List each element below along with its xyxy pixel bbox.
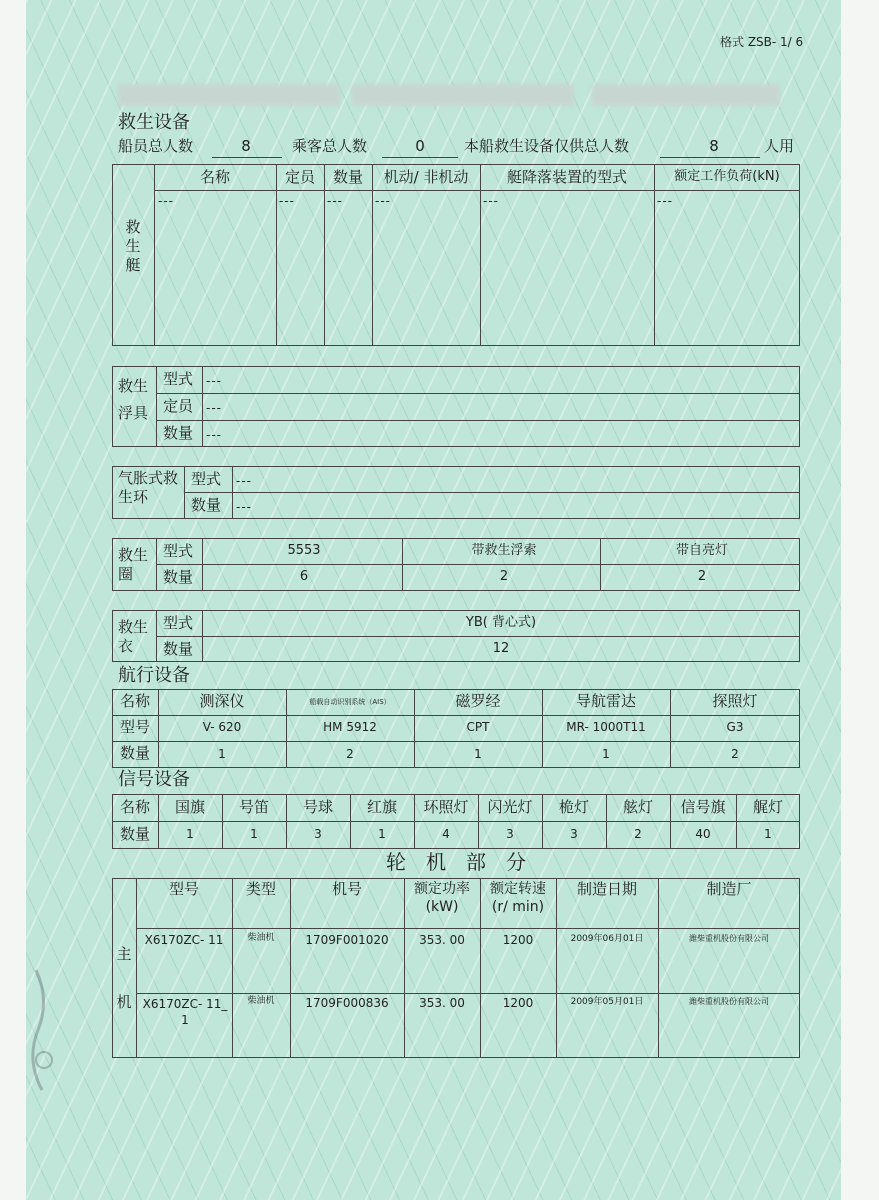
engine-1-maker: 潍柴重机股份有限公司: [689, 934, 769, 943]
lifeboat-value-load: ---: [657, 194, 673, 208]
nav-model-1: V- 620: [202, 720, 242, 734]
passenger-label: 乘客总人数: [292, 137, 368, 155]
nav-name-4: 导航雷达: [575, 692, 637, 710]
nav-label-name: 名称: [120, 692, 151, 710]
signal-qty-9: 40: [695, 827, 711, 841]
signal-title: 信号设备: [118, 769, 190, 790]
engine-row-label: 主机: [116, 945, 132, 1011]
inflatable-key-type: 型式: [191, 470, 222, 488]
lifeboat-header-capacity: 定员: [284, 168, 316, 186]
buoyant-label: 救生浮具: [118, 377, 149, 422]
nav-name-2: 船载自动识别系统（AIS）: [309, 698, 391, 706]
engine-2-speed: 1200: [502, 996, 534, 1010]
inflatable-ring-label: 气胀式救生环: [118, 469, 179, 506]
engine-header-type: 类型: [245, 880, 277, 898]
lifeboat-header-motor: 机动/ 非机动: [383, 168, 469, 186]
lifejacket-key-type: 型式: [163, 614, 194, 632]
signal-qty-6: 3: [506, 827, 514, 841]
lifeboat-value-name: ---: [158, 194, 174, 208]
nav-qty-2: 2: [346, 747, 354, 761]
engine-1-number: 1709F001020: [305, 933, 389, 947]
nav-label-qty: 数量: [120, 744, 151, 762]
nav-model-3: CPT: [466, 720, 490, 734]
signal-qty-1: 1: [186, 827, 194, 841]
lifesaving-title: 救生设备: [118, 112, 190, 133]
lifeboat-value-qty: ---: [327, 194, 343, 208]
signal-label-name: 名称: [120, 798, 151, 816]
signal-name-4: 红旗: [366, 798, 398, 816]
lifebuoy-type-2: 带救生浮索: [471, 543, 537, 558]
signal-qty-4: 1: [378, 827, 386, 841]
nav-qty-5: 2: [731, 747, 739, 761]
signal-name-7: 桅灯: [558, 798, 590, 816]
engine-2-type: 柴油机: [247, 996, 275, 1006]
crew-value: 8: [241, 137, 251, 155]
engine-header-model: 型号: [168, 880, 200, 898]
crew-label: 船员总人数: [118, 137, 194, 155]
engine-1-power: 353. 00: [419, 933, 465, 947]
nav-qty-4: 1: [602, 747, 610, 761]
engine-header-maker: 制造厂: [706, 880, 752, 898]
lifebuoy-qty-3: 2: [697, 569, 707, 584]
lifeboat-value-motor: ---: [375, 194, 391, 208]
redacted-ship-name: [118, 84, 340, 106]
buoyant-key-type: 型式: [163, 370, 194, 388]
signal-name-2: 号笛: [238, 798, 270, 816]
lifeboat-value-davit: ---: [483, 194, 499, 208]
lifejacket-type-value: YB( 背心式): [465, 615, 537, 630]
lifeboat-header-name: 名称: [199, 168, 231, 186]
lifeboat-header-davit: 艇降落装置的型式: [506, 168, 628, 186]
engine-header-number: 机号: [331, 880, 363, 898]
engine-2-power: 353. 00: [419, 996, 465, 1010]
buoyant-value-qty: ---: [206, 428, 222, 442]
nav-label-model: 型号: [120, 718, 151, 736]
signal-name-5: 环照灯: [423, 798, 469, 816]
lifejacket-key-qty: 数量: [163, 640, 194, 658]
lifeboat-header-qty: 数量: [332, 168, 364, 186]
buoyant-value-type: ---: [206, 374, 222, 388]
signal-qty-10: 1: [764, 827, 772, 841]
lifebuoy-label: 救生圈: [118, 546, 149, 583]
supply-value: 8: [709, 137, 719, 155]
lifeboat-row-label: 救生艇: [125, 218, 141, 274]
lifejacket-label: 救生衣: [118, 618, 149, 655]
nav-model-2: HM 5912: [323, 720, 377, 734]
engine-2-date: 2009年05月01日: [570, 997, 644, 1007]
lifebuoy-type-1: 5553: [287, 543, 321, 558]
nav-name-1: 测深仪: [199, 692, 245, 710]
nav-qty-3: 1: [474, 747, 482, 761]
signal-name-6: 闪光灯: [487, 798, 533, 816]
inflatable-value-type: ---: [236, 474, 252, 488]
signal-qty-7: 3: [570, 827, 578, 841]
engine-header-power: 额定功率 (kW): [414, 881, 470, 915]
inflatable-value-qty: ---: [236, 500, 252, 514]
signal-label-qty: 数量: [120, 825, 151, 843]
buoyant-key-qty: 数量: [163, 424, 194, 442]
buoyant-value-capacity: ---: [206, 401, 222, 415]
engine-2-model: X6170ZC- 11_1: [142, 997, 228, 1027]
signal-qty-2: 1: [250, 827, 258, 841]
lifebuoy-qty-2: 2: [499, 569, 509, 584]
engine-title: 轮 机 部 分: [386, 850, 526, 874]
engine-1-type: 柴油机: [247, 933, 275, 943]
supply-unit: 人用: [764, 137, 795, 155]
signal-qty-3: 3: [314, 827, 322, 841]
stamp-mark: [26, 960, 60, 1110]
engine-header-date: 制造日期: [576, 880, 638, 898]
signal-qty-8: 2: [634, 827, 642, 841]
redacted-registry: [352, 84, 574, 106]
form-code: 格式 ZSB- 1/ 6: [720, 35, 804, 49]
lifeboat-value-capacity: ---: [279, 194, 295, 208]
engine-2-maker: 潍柴重机股份有限公司: [689, 997, 769, 1006]
signal-name-9: 信号旗: [680, 798, 726, 816]
nav-model-4: MR- 1000T11: [566, 720, 646, 734]
signal-name-10: 艉灯: [752, 798, 784, 816]
signal-name-3: 号球: [302, 798, 334, 816]
redacted-number: [592, 84, 780, 106]
lifebuoy-key-type: 型式: [163, 542, 194, 560]
lifebuoy-qty-1: 6: [299, 569, 309, 584]
certificate-page: [26, 0, 841, 1200]
navigation-title: 航行设备: [118, 665, 190, 686]
lifebuoy-type-3: 带自亮灯: [675, 543, 729, 558]
inflatable-key-qty: 数量: [191, 496, 222, 514]
lifejacket-qty-value: 12: [492, 641, 510, 656]
engine-1-model: X6170ZC- 11: [144, 933, 224, 947]
signal-name-1: 国旗: [174, 798, 206, 816]
engine-header-speed: 额定转速 (r/ min): [490, 881, 546, 915]
supply-label: 本船救生设备仅供总人数: [464, 137, 630, 155]
signal-name-8: 舷灯: [622, 798, 654, 816]
nav-model-5: G3: [726, 720, 744, 734]
lifeboat-table: [112, 164, 800, 346]
lifebuoy-key-qty: 数量: [163, 568, 194, 586]
engine-1-date: 2009年06月01日: [570, 934, 644, 944]
buoyant-key-capacity: 定员: [163, 397, 194, 415]
signal-qty-5: 4: [442, 827, 450, 841]
engine-2-number: 1709F000836: [305, 996, 389, 1010]
nav-name-3: 磁罗经: [455, 692, 501, 710]
lifeboat-header-load: 额定工作负荷(kN): [674, 169, 780, 184]
engine-1-speed: 1200: [502, 933, 534, 947]
passenger-value: 0: [415, 137, 425, 155]
nav-name-5: 探照灯: [712, 692, 758, 710]
nav-qty-1: 1: [218, 747, 226, 761]
